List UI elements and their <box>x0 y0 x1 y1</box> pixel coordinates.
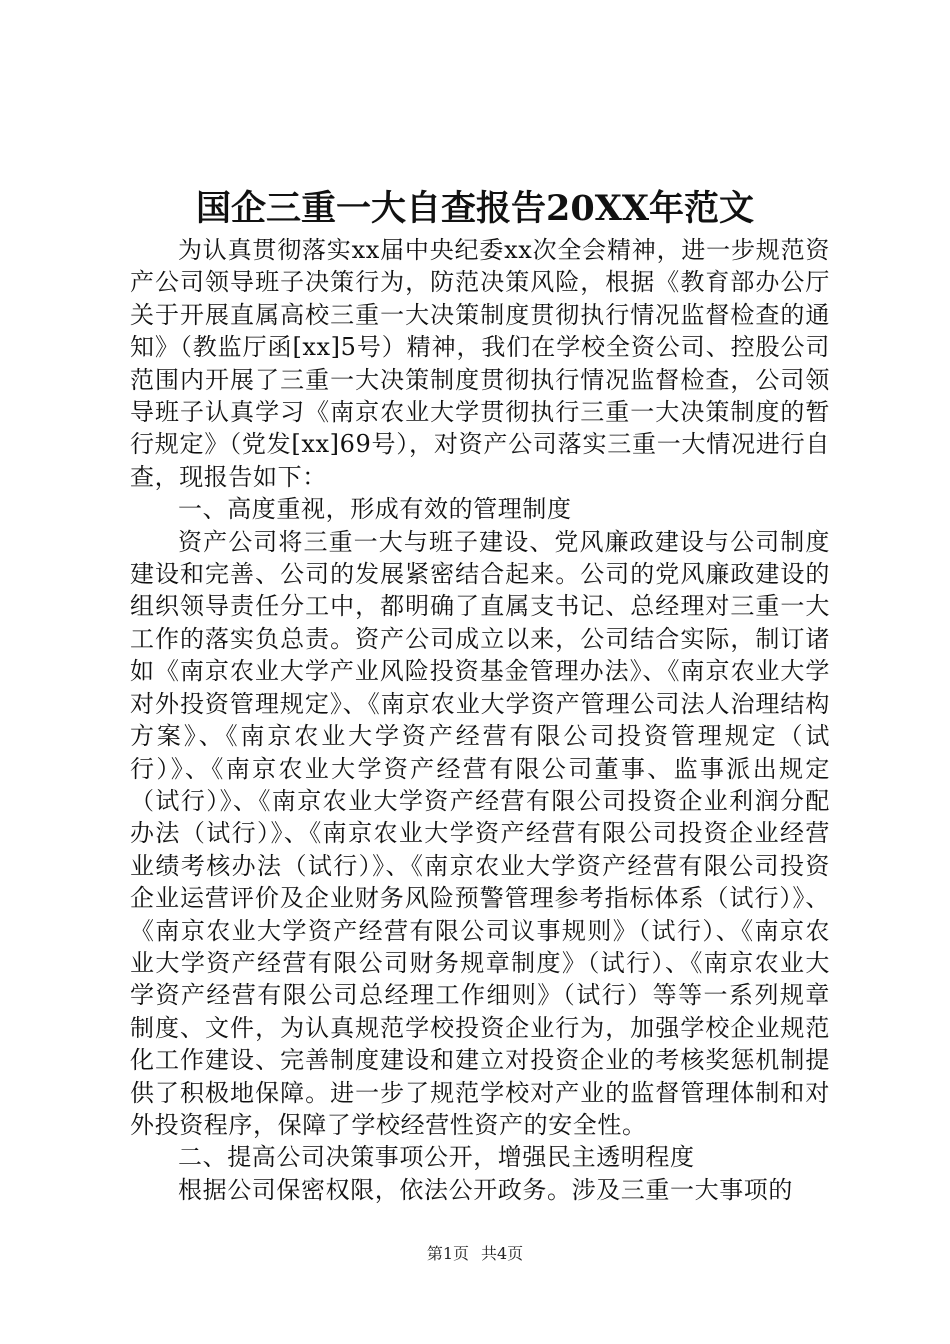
section-2-paragraph: 根据公司保密权限，依法公开政务。涉及三重一大事项的 <box>178 1175 793 1204</box>
page-number: 第1页 <box>426 1244 469 1263</box>
section-heading-1: 一、高度重视，形成有效的管理制度 <box>178 495 572 524</box>
page-footer <box>0 1242 950 1266</box>
intro-paragraph: 为认真贯彻落实xx届中央纪委xx次全会精神，进一步规范资产公司领导班子决策行为，防范决策风险，根据《教育部办公厅关于开展直属高校三重一大决策制度贯彻执行情况监督检查的通知》（教监厅函[xx]5号）精神，我们在学校全资公司、控股公司范围内开展了三重一大决策制度贯彻执行情况监督检查，公司领导班子认真学习《南京农业大学贯彻执行三重一大决策制度的暂行规定》（党发[xx]69号），对资产公司落实三重一大情况进行自查，现报告如下： <box>130 236 830 491</box>
document-body <box>130 234 830 1206</box>
section-heading-2: 二、提高公司决策事项公开，增强民主透明程度 <box>178 1143 695 1172</box>
section-1-paragraph: 资产公司将三重一大与班子建设、党风廉政建设与公司制度建设和完善、公司的发展紧密结合起来。公司的党风廉政建设的组织领导责任分工中，都明确了直属支书记、总经理对三重一大工作的落实负总责。资产公司成立以来，公司结合实际，制订诸如《南京农业大学产业风险投资基金管理办法》、《南京农业大学对外投资管理规定》、《南京农业大学资产管理公司法人治理结构方案》、《南京农业大学资产经营有限公司投资管理规定（试行）》、《南京农业大学资产经营有限公司董事、监事派出规定（试行）》、《南京农业大学资产经营有限公司投资企业利润分配办法（试行）》、《南京农业大学资产经营有限公司投资企业经营业绩考核办法（试行）》、《南京农业大学资产经营有限公司投资企业运营评价及企业财务风险预警管理参考指标体系（试行）》、《南京农业大学资产经营有限公司议事规则》（试行）、《南京农业大学资产经营有限公司财务规章制度》（试行）、《南京农业大学资产经营有限公司总经理工作细则》（试行）等等一系列规章制度、文件，为认真规范学校投资企业行为，加强学校企业规范化工作建设、完善制度建设和建立对投资企业的考核奖惩机制提供了积极地保障。进一步了规范学校对产业的监督管理体制和对外投资程序，保障了学校经营性资产的安全性。 <box>130 527 830 1139</box>
document-title: 国企三重一大自查报告20XX年范文 <box>195 188 755 229</box>
page-total: 共4页 <box>481 1244 524 1263</box>
